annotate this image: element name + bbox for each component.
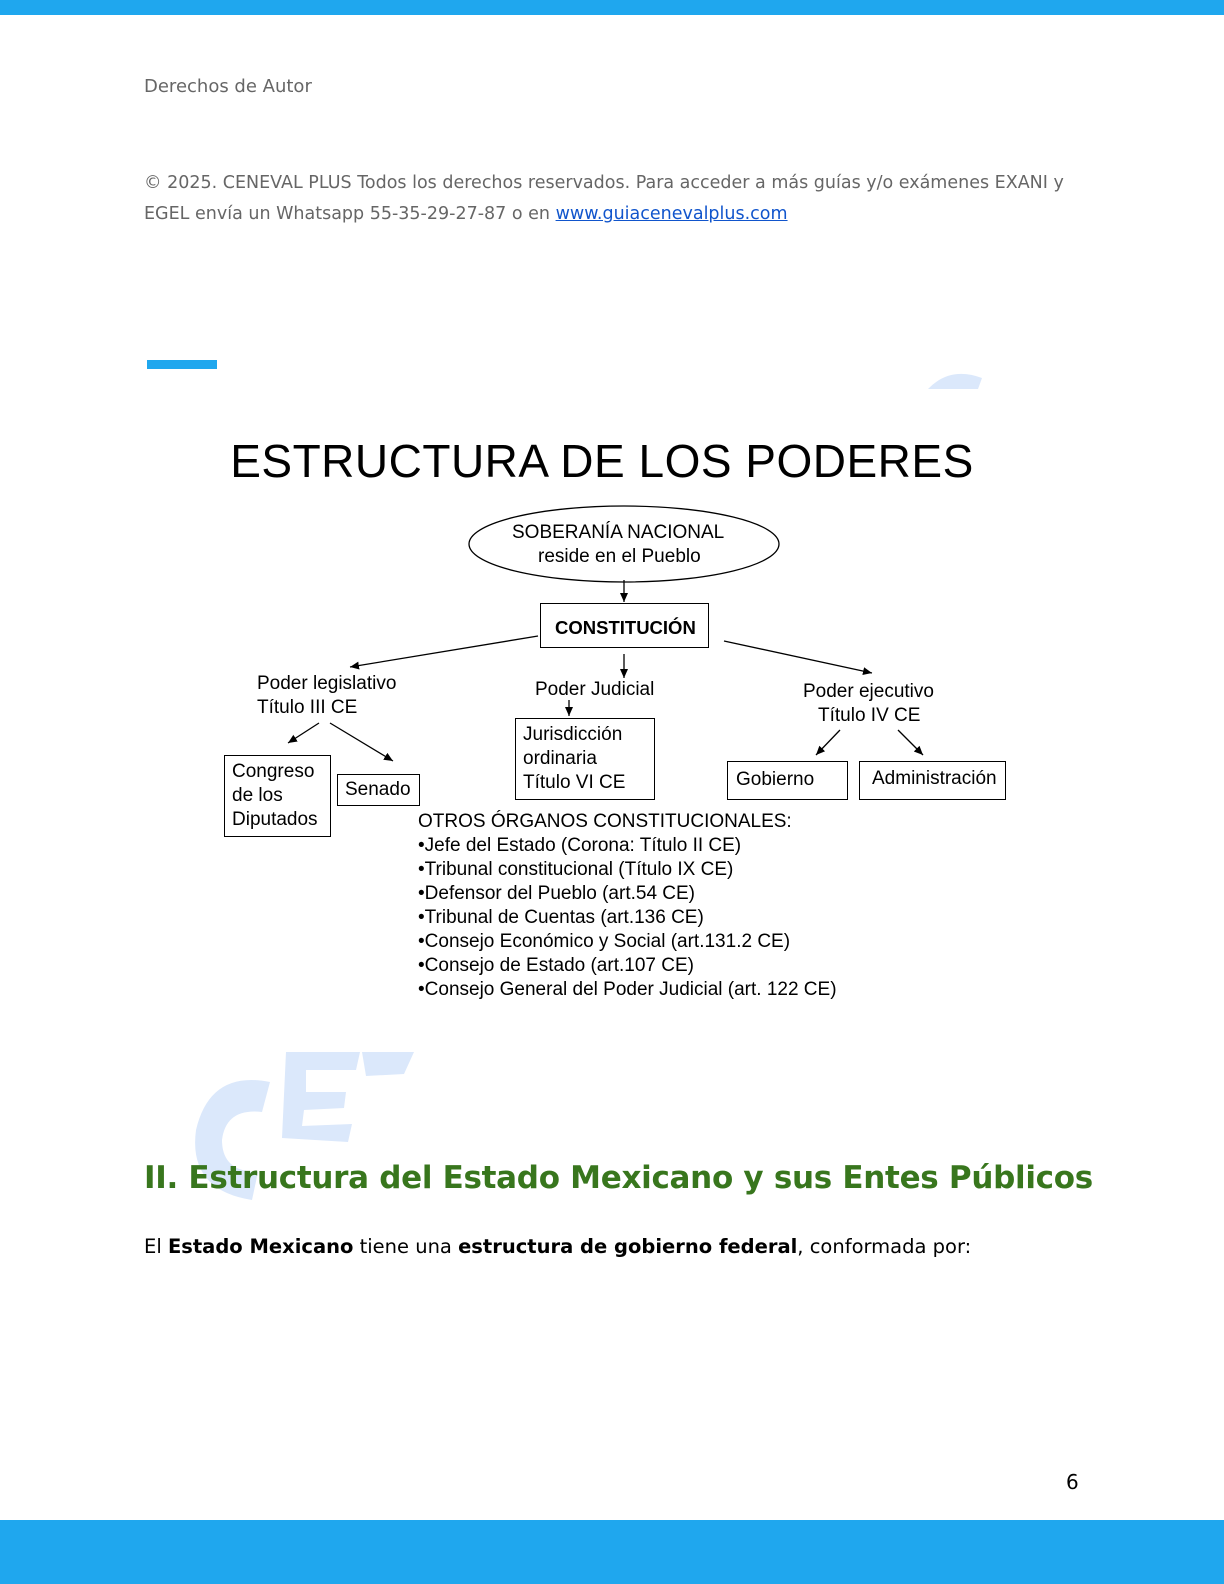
list-item: •Consejo Económico y Social (art.131.2 CE) <box>418 931 791 952</box>
website-link[interactable]: www.guiacenevalplus.com <box>555 204 788 224</box>
jurisdiction-line1: Jurisdicción <box>523 724 623 745</box>
list-item: •Tribunal constitucional (Título IX CE) <box>418 859 734 880</box>
senate-label: Senado <box>345 779 411 800</box>
arrow-to-congress <box>288 723 319 743</box>
arrow-to-government <box>816 730 840 755</box>
copyright-text: © 2025. CENEVAL PLUS Todos los derechos reservados. Para acceder a más guías y/o exámenes EXANI y EGEL envía un Whatsapp 55-35-29-27-87 o en <box>144 173 1064 224</box>
list-item: •Consejo de Estado (art.107 CE) <box>418 955 694 976</box>
arrow-to-executive <box>724 641 872 673</box>
list-item: •Defensor del Pueblo (art.54 CE) <box>418 883 696 904</box>
body-bold-2: estructura de gobierno federal <box>458 1235 798 1258</box>
other-organs-list <box>418 810 837 1002</box>
bottom-accent-bar <box>0 1520 1224 1584</box>
page-number: 6 <box>1066 1470 1079 1494</box>
jurisdiction-line2: ordinaria <box>523 748 597 769</box>
judicial-label: Poder Judicial <box>535 679 655 700</box>
executive-line2: Título IV CE <box>818 705 921 726</box>
list-item: •Jefe del Estado (Corona: Título II CE) <box>418 835 742 856</box>
constitution-label: CONSTITUCIÓN <box>555 617 696 638</box>
congress-line2: de los <box>232 785 283 806</box>
other-organs-title: OTROS ÓRGANOS CONSTITUCIONALES: <box>418 811 792 832</box>
section-heading: II. Estructura del Estado Mexicano y sus Entes Públicos <box>144 1160 1093 1196</box>
legislative-line2: Título III CE <box>257 697 358 718</box>
congress-line3: Diputados <box>232 809 318 830</box>
arrow-to-legislative <box>350 636 538 667</box>
jurisdiction-line3: Título VI CE <box>523 772 626 793</box>
diagram-title: ESTRUCTURA DE LOS PODERES <box>230 435 974 487</box>
list-item: •Consejo General del Poder Judicial (art. 122 CE) <box>418 979 837 1000</box>
congress-line1: Congreso <box>232 761 315 782</box>
administration-label: Administración <box>872 768 997 789</box>
body-paragraph: El Estado Mexicano tiene una estructura de gobierno federal, conformada por: <box>144 1235 972 1258</box>
header-label: Derechos de Autor <box>144 76 312 97</box>
sovereignty-line1: SOBERANÍA NACIONAL <box>512 522 725 543</box>
arrow-to-administration <box>898 730 923 755</box>
list-item: •Tribunal de Cuentas (art.136 CE) <box>418 907 704 928</box>
arrow-to-senate <box>330 723 393 761</box>
government-label: Gobierno <box>736 769 815 790</box>
executive-line1: Poder ejecutivo <box>803 681 934 702</box>
body-bold-1: Estado Mexicano <box>167 1235 354 1258</box>
legislative-line1: Poder legislativo <box>257 673 397 694</box>
sovereignty-line2: reside en el Pueblo <box>538 546 701 567</box>
